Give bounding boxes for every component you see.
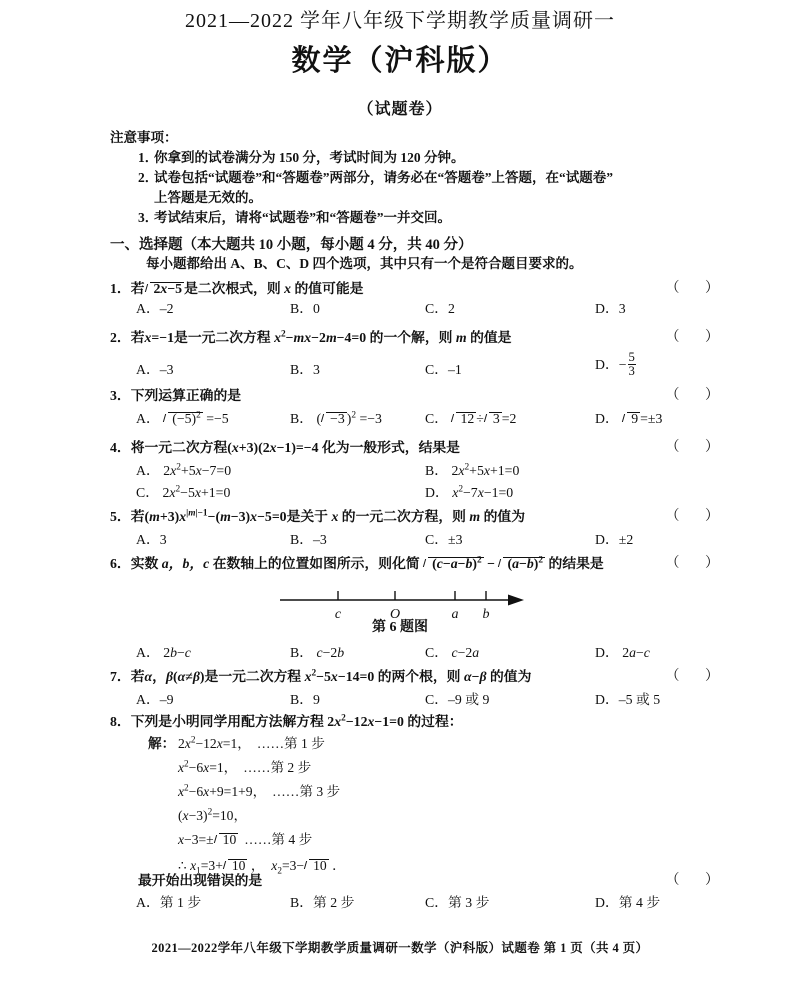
question-6-options	[110, 641, 730, 663]
question-6-stem: 实数 a，b，c 在数轴上的位置如图所示，则化简 $(c-a-b)^2 - (a-b)^2$ 的结果是	[130, 555, 604, 571]
solution-step-2	[148, 756, 598, 780]
numberline-label-c: c	[334, 607, 342, 622]
solution-step-2-tag: ……第 2 步	[243, 760, 312, 775]
solution-step-3-expr: $x^2-6x+9=1+9$，	[178, 782, 267, 799]
question-7-stem: 若α，β(α≠β)是一元二次方程 $x^2-5x-14=0$ 的两个根，则 α−β 的值为	[130, 668, 532, 684]
notice-title: 注意事项：	[110, 130, 178, 145]
question-1	[110, 277, 730, 297]
notice-item-3	[110, 208, 720, 228]
question-5-option-c[interactable]: C．±3	[425, 532, 463, 547]
question-3-number: 3．	[110, 388, 131, 403]
question-7-number: 7．	[110, 669, 131, 684]
question-2-options	[110, 352, 730, 386]
question-4-option-b[interactable]: B． $2x^2+5x+1=0$	[425, 462, 520, 478]
solution-step-1	[148, 732, 598, 756]
question-4	[110, 436, 730, 456]
question-1-answer-bracket[interactable]: （ ）	[665, 281, 730, 296]
question-2	[110, 326, 730, 346]
solution-step-4	[148, 804, 598, 828]
page-title-papertype: （试题卷）	[357, 101, 443, 118]
question-6-option-b[interactable]: B． c−2b	[290, 645, 345, 660]
question-8-option-d[interactable]: D．第 4 步	[595, 895, 661, 910]
question-8-option-b[interactable]: B．第 2 步	[290, 895, 355, 910]
section-subheading: 每小题都给出 A、B、C、D 四个选项，其中只有一个是符合题目要求的。	[146, 256, 583, 271]
question-6-option-c[interactable]: C． c−2a	[425, 645, 480, 660]
question-5-option-d[interactable]: D．±2	[595, 532, 634, 547]
question-4-stem: 将一元二次方程(x+3)(2x−1)=−4 化为一般形式，结果是	[130, 440, 460, 455]
question-3-options	[110, 407, 730, 429]
question-1-option-b[interactable]: B．0	[290, 301, 320, 316]
question-1-option-a[interactable]: A．–2	[136, 301, 174, 316]
section-heading: 一、选择题（本大题共 10 小题，每小题 4 分，共 40 分）	[110, 237, 473, 253]
question-4-answer-bracket[interactable]: （ ）	[665, 440, 730, 455]
question-7	[110, 665, 730, 685]
question-2-option-a[interactable]: A．–3	[136, 362, 174, 377]
notice-block	[110, 128, 720, 228]
question-6-number: 6．	[110, 556, 131, 571]
solution-step-4-expr: $(x-3)^2=10$，	[178, 806, 248, 823]
solution-step-5	[148, 828, 598, 854]
question-6	[110, 552, 730, 572]
solution-step-5-tag: ……第 4 步	[244, 832, 313, 847]
notice-item-2-number: 2．	[138, 170, 159, 185]
question-3	[110, 384, 730, 404]
solution-step-6-expr: ∴ $x_1=3+ 10$ ， $x_2=3- 10$ ．	[178, 858, 346, 876]
question-8-tail	[110, 869, 730, 889]
page-title-line1: 2021—2022 学年八年级下学期教学质量调研一	[185, 10, 615, 32]
question-7-option-c[interactable]: C．–9 或 9	[425, 692, 490, 707]
solution-label: 解：	[148, 736, 176, 751]
question-4-option-a[interactable]: A． $2x^2+5x-7=0$	[136, 462, 232, 478]
question-7-option-a[interactable]: A．–9	[136, 692, 174, 707]
solution-step-3	[148, 780, 598, 804]
question-4-options-row1	[110, 459, 730, 481]
question-8-number: 8．	[110, 714, 131, 729]
question-1-options	[110, 297, 730, 319]
numberline-label-b: b	[482, 607, 490, 622]
question-6-answer-bracket[interactable]: （ ）	[665, 556, 730, 571]
question-2-number: 2．	[110, 330, 131, 345]
question-8	[110, 710, 730, 730]
question-3-option-c[interactable]: C． 12 ÷ 3 =2	[425, 411, 517, 426]
solution-step-3-tag: ……第 3 步	[272, 784, 341, 799]
question-2-option-b[interactable]: B．3	[290, 362, 320, 377]
question-8-solution-steps	[148, 732, 598, 878]
solution-step-2-expr: $x^2-6x=1$，	[178, 758, 238, 775]
page-footer: 2021—2022学年八年级下学期教学质量调研一数学（沪科版）试题卷 第 1 页（共 4 页）	[151, 941, 649, 955]
question-4-option-c[interactable]: C． $2x^2-5x+1=0$	[136, 484, 231, 500]
numberline-label-a: a	[451, 607, 459, 622]
notice-item-1-text: 你拿到的试卷满分为 150 分，考试时间为 120 分钟。	[154, 150, 465, 165]
question-5-option-a[interactable]: A．3	[136, 532, 167, 547]
question-2-option-d[interactable]: D．− $\frac{5}{3}$	[595, 350, 635, 379]
question-1-option-c[interactable]: C．2	[425, 301, 455, 316]
question-4-options-row2	[110, 481, 730, 503]
question-5	[110, 505, 730, 525]
question-8-tail-text: 最开始出现错误的是	[138, 873, 263, 888]
notice-item-1-number: 1．	[138, 150, 159, 165]
question-8-answer-bracket[interactable]: （ ）	[665, 873, 730, 888]
question-3-option-b[interactable]: B． ( −3 )$^2$ =−3	[290, 410, 382, 426]
question-8-stem: 下列是小明同学用配方法解方程 $2x^2-12x-1=0$ 的过程：	[130, 713, 463, 729]
question-7-option-d[interactable]: D．–5 或 5	[595, 692, 661, 707]
notice-item-2-continued: 上答题是无效的。	[154, 190, 262, 205]
question-3-stem: 下列运算正确的是	[130, 388, 242, 403]
question-1-option-d[interactable]: D．3	[595, 301, 626, 316]
solution-step-1-expr: $2x^2-12x=1$，	[178, 734, 251, 751]
notice-item-1	[110, 148, 720, 168]
question-4-number: 4．	[110, 440, 131, 455]
notice-item-2-text: 试卷包括“试题卷”和“答题卷”两部分，请务必在“答题卷”上答题，在“试题卷”	[154, 170, 613, 185]
question-3-option-a[interactable]: A． $(-5)^2 =-5$	[136, 410, 229, 426]
question-4-option-d[interactable]: D． $x^2-7x-1=0$	[425, 484, 514, 500]
question-6-option-a[interactable]: A． 2b−c	[136, 645, 191, 660]
question-2-option-c[interactable]: C．–1	[425, 362, 462, 377]
question-6-figure-caption: 第 6 题图	[372, 620, 428, 635]
numberline-label-o: O	[389, 607, 401, 622]
question-2-stem: 若x=−1是一元二次方程 $x^2-mx-2m-4=0$ 的一个解，则 m 的值是	[130, 329, 512, 345]
question-8-option-a[interactable]: A．第 1 步	[136, 895, 202, 910]
question-7-option-b[interactable]: B．9	[290, 692, 320, 707]
question-8-option-c[interactable]: C．第 3 步	[425, 895, 490, 910]
question-3-option-d[interactable]: D． 9 =±3	[595, 411, 663, 426]
question-2-answer-bracket[interactable]: （ ）	[665, 330, 730, 345]
question-7-answer-bracket[interactable]: （ ）	[665, 669, 730, 684]
question-3-answer-bracket[interactable]: （ ）	[665, 388, 730, 403]
notice-item-3-number: 3．	[138, 210, 159, 225]
question-5-options	[110, 528, 730, 550]
question-5-answer-bracket[interactable]: （ ）	[665, 509, 730, 524]
question-7-options	[110, 688, 730, 710]
question-5-option-b[interactable]: B．–3	[290, 532, 327, 547]
notice-item-3-text: 考试结束后，请将“试题卷”和“答题卷”一并交回。	[154, 210, 451, 225]
solution-step-1-tag: ……第 1 步	[256, 736, 325, 751]
solution-step-5-expr: x−3=± 10	[178, 832, 237, 847]
notice-item-2	[110, 168, 720, 188]
question-5-stem: 若$(m+3)x^{|m|-1}-(m-3)x-5=0$是关于 x 的一元二次方程，则 m 的值为	[130, 508, 525, 524]
page-title-subject: 数学（沪科版）	[291, 45, 509, 77]
question-5-number: 5．	[110, 509, 131, 524]
question-8-options	[110, 891, 730, 913]
question-6-option-d[interactable]: D． 2a−c	[595, 645, 650, 660]
question-1-number: 1．	[110, 281, 131, 296]
question-1-stem: 若 2x−5 是二次根式，则 x 的值可能是	[130, 281, 364, 296]
